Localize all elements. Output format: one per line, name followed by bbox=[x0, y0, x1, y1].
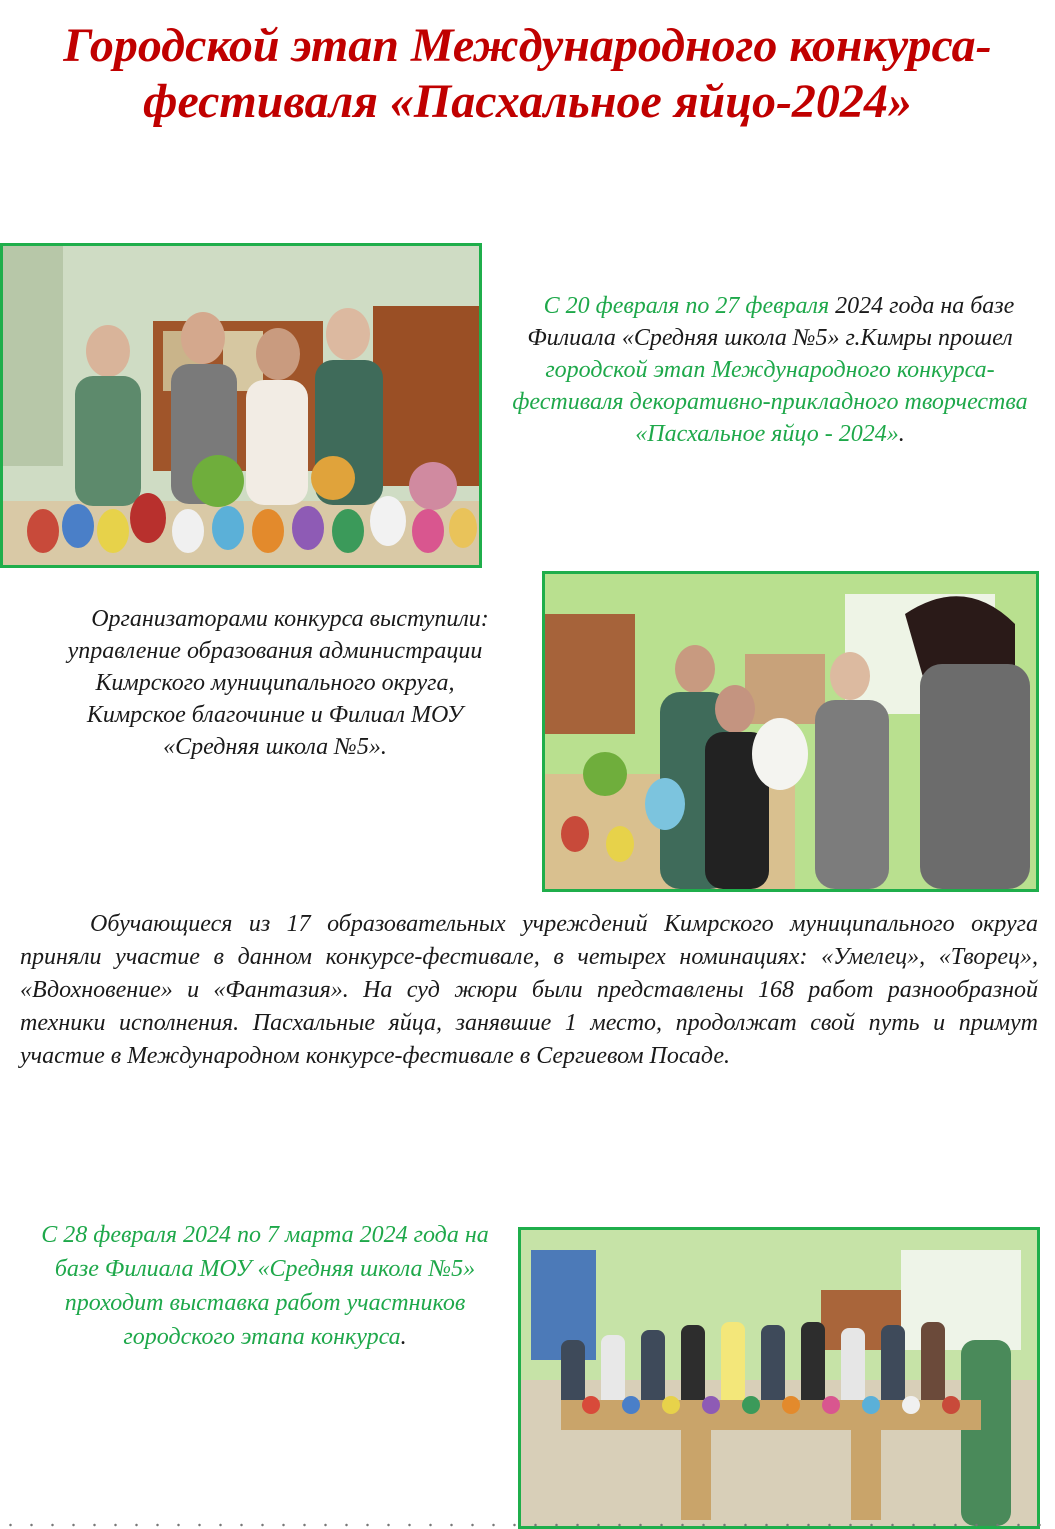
exhibition-end: . bbox=[400, 1324, 407, 1350]
intro-text: 2024 года на базе Филиала «Средняя школа №5» г.Кимры прошел bbox=[527, 293, 1015, 351]
intro-event-name: городской этап Международного конкурса-фестиваля декоративно-прикладного творчества «Пасхальное яйцо - 2024» bbox=[512, 357, 1028, 447]
photo-exhibition-students bbox=[518, 1227, 1040, 1529]
bottom-dotted-border bbox=[0, 1521, 1055, 1529]
participants-text: Обучающиеся из 17 образовательных учреждений Кимрского муниципального округа приняли участие в данном конкурсе-фестивале, в четырех номинациях: «Умелец», «Творец», «Вдохновение» и «Фантазия». На суд жюри были представлены 168 работ разнообразной техники исполнения. Пасхальные яйца, занявшие 1 место, продолжат свой путь и примут участие в Международном конкурсе-фестивале в Сергиевом Посаде. bbox=[20, 911, 1038, 1069]
exhibition-paragraph bbox=[30, 1218, 500, 1354]
intro-dates: С 20 февраля по 27 февраля bbox=[543, 293, 830, 319]
intro-paragraph bbox=[500, 290, 1040, 450]
participants-paragraph bbox=[20, 908, 1038, 1073]
intro-end: . bbox=[898, 421, 905, 447]
page-title: Городской этап Международного конкурса-фестиваля «Пасхальное яйцо-2024» bbox=[63, 19, 992, 128]
photo-organizers-with-eggs bbox=[0, 243, 482, 568]
organizers-text: Организаторами конкурса выступили: управление образования администрации Кимрского муниципального округа, Кимрское благочиние и Филиал МОУ «Средняя школа №5». bbox=[67, 606, 489, 760]
photo-judging-eggs bbox=[542, 571, 1039, 892]
organizers-paragraph bbox=[50, 603, 500, 763]
exhibition-text: С 28 февраля 2024 по 7 марта 2024 года на базе Филиала МОУ «Средняя школа №5» проходит выставка работ участников городского этапа конкурса bbox=[41, 1222, 489, 1350]
